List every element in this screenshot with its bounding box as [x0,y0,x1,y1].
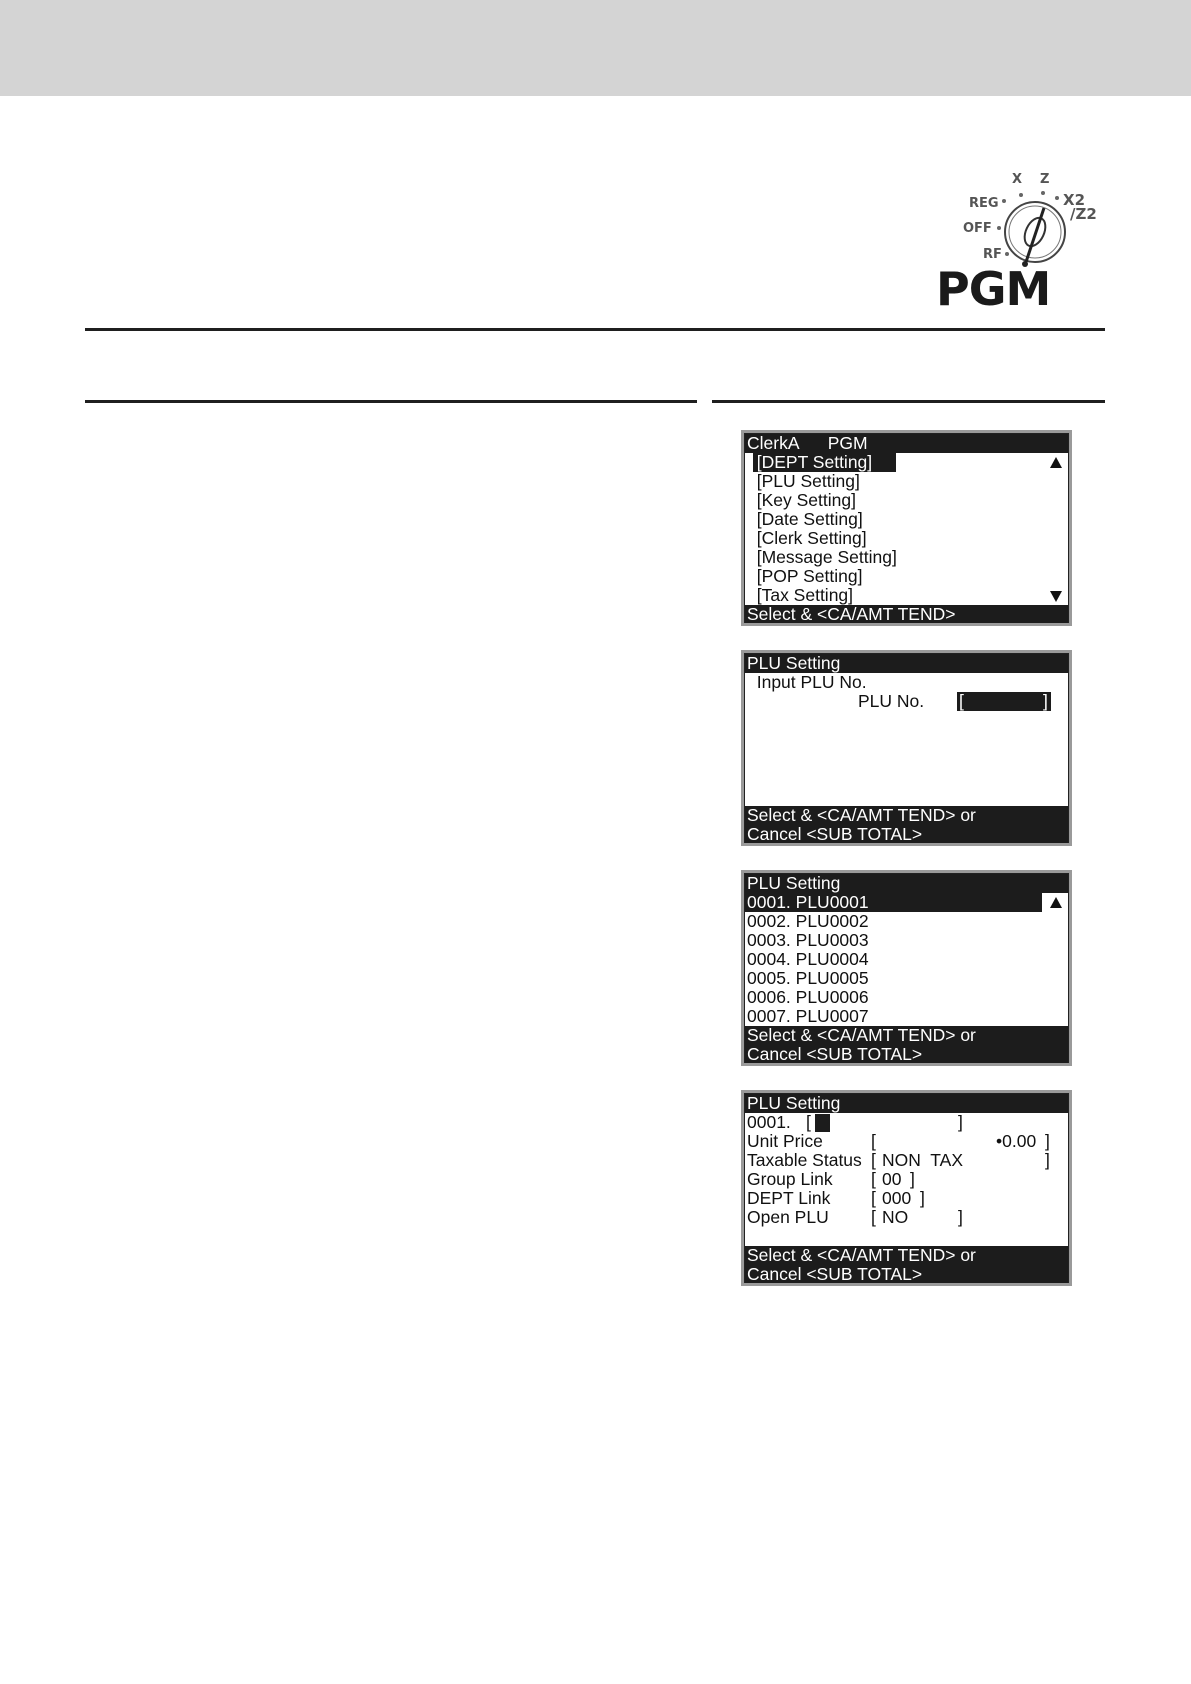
lcd-screen-plu-list [741,870,1072,1066]
dial-label-off: OFF [963,221,992,236]
open-plu-field[interactable]: Open PLU [ NO ] [747,1207,963,1227]
dial-label-z2: /Z2 [1070,205,1097,223]
dial-label-z: Z [1040,172,1050,187]
plu-name-field[interactable]: 0001. [ ] [747,1112,963,1132]
dial-label-x2: X2 [1063,191,1086,209]
lcd-guidance-line: Select & <CA/AMT TEND> [745,605,1068,624]
plu-list-item[interactable]: 0002. PLU0002 [747,911,869,931]
menu-item-tax-setting[interactable]: [Tax Setting] [745,586,1068,605]
lcd-status-line: ClerkA PGM [745,434,1068,453]
dept-link-field[interactable]: DEPT Link [ 000 ] [747,1188,925,1208]
plu-list-item[interactable]: 0001. PLU0001 [745,893,1068,912]
right-column-rule [712,400,1105,403]
section-rule [85,328,1105,331]
plu-number-input[interactable] [957,692,1051,711]
lcd-screen-program-menu [741,430,1072,626]
menu-item-message-setting[interactable]: [Message Setting] [747,547,897,567]
plu-list-item[interactable]: 0005. PLU0005 [747,968,869,988]
menu-item-pop-setting[interactable]: [POP Setting] [747,566,863,586]
text-cursor [815,1114,830,1132]
lcd-guidance-line-2: Cancel <SUB TOTAL> [745,1265,1068,1284]
menu-item-dept-setting[interactable]: [DEPT Setting] [745,453,1068,472]
menu-item-key-setting[interactable]: [Key Setting] [747,490,856,510]
page-header-band [0,0,1191,96]
scroll-up-icon [1050,897,1062,908]
lcd-screen-plu-detail [741,1090,1072,1286]
scroll-up-icon [1050,457,1062,468]
taxable-status-field[interactable]: Taxable Status [ NON TAX ] [747,1150,1050,1170]
plu-number-row: PLU No. [ ] [745,692,1068,711]
lcd-title-line: PLU Setting [745,1094,1068,1113]
lcd-guidance-line-1: Select & <CA/AMT TEND> or [745,1246,1068,1265]
dial-label-rf: RF [983,247,1002,262]
scroll-down-icon [1050,591,1062,602]
lcd-screen-plu-input [741,650,1072,846]
lcd-title-line: PLU Setting [745,874,1068,893]
lcd-guidance-line-1: Select & <CA/AMT TEND> or [745,806,1068,825]
lcd-prompt-line: Input PLU No. [747,672,867,692]
dial-label-x: X [1012,172,1023,187]
lcd-guidance-line-1: Select & <CA/AMT TEND> or [745,1026,1068,1045]
dial-label-reg: REG [969,196,999,211]
plu-list-item[interactable]: 0006. PLU0006 [747,987,869,1007]
menu-item-date-setting[interactable]: [Date Setting] [747,509,863,529]
lcd-title-line: PLU Setting [745,654,1068,673]
unit-price-field[interactable]: Unit Price [ •0.00 ] [747,1131,1050,1151]
plu-list-item[interactable]: 0003. PLU0003 [747,930,869,950]
lcd-guidance-line-2: Cancel <SUB TOTAL> [745,1045,1068,1064]
menu-item-plu-setting[interactable]: [PLU Setting] [747,471,860,491]
group-link-field[interactable]: Group Link [ 00 ] [747,1169,915,1189]
plu-list-item[interactable]: 0007. PLU0007 [747,1006,869,1026]
dial-mode-pgm: PGM [936,262,1051,316]
left-column-rule [85,400,697,403]
lcd-guidance-line-2: Cancel <SUB TOTAL> [745,825,1068,844]
menu-item-clerk-setting[interactable]: [Clerk Setting] [747,528,867,548]
plu-number-label: PLU No. [858,691,925,711]
plu-list-item[interactable]: 0004. PLU0004 [747,949,869,969]
